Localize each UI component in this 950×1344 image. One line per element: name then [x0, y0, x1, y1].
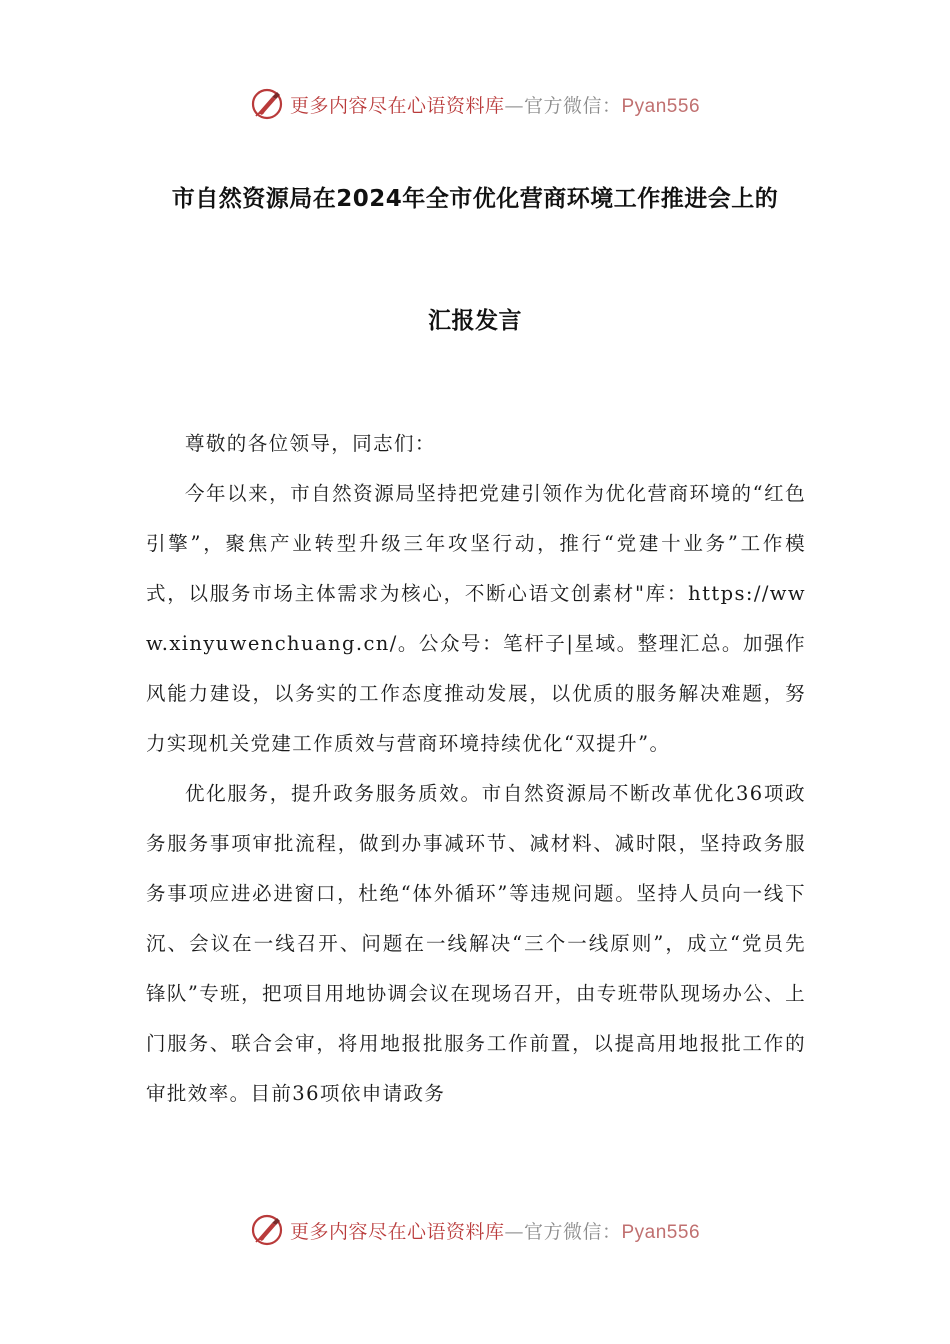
banner-separator: —	[504, 94, 524, 117]
document-title-line2: 汇报发言	[428, 308, 522, 334]
document-body	[146, 419, 806, 1119]
pen-nib-circle-icon	[250, 87, 284, 121]
banner-text	[290, 1217, 700, 1244]
body-paragraph: 优化服务，提升政务服务质效。市自然资源局不断改革优化36项政务服务事项审批流程，做到办事减环节、减材料、减时限，坚持政务服务事项应进必进窗口，杜绝“体外循环”等违规问题。坚持人员向一线下沉、会议在一线召开、问题在一线解决“三个一线原则”，成立“党员先锋队”专班，把项目用地协调会议在现场召开，由专班带队现场办公、上门服务、联合会审，将用地报批服务工作前置，以提高用地报批工作的审批效率。目前36项依申请政务	[146, 782, 806, 1105]
salutation: 尊敬的各位领导，同志们：	[185, 432, 436, 455]
banner-wechat-id: Pyan556	[621, 95, 701, 117]
banner-separator: —	[504, 1220, 524, 1243]
header-banner	[0, 84, 950, 124]
banner-wechat-label: 官方微信：	[523, 94, 622, 117]
banner-wechat-label: 官方微信：	[523, 1220, 622, 1243]
body-paragraph: 今年以来，市自然资源局坚持把党建引领作为优化营商环境的“红色引擎”，聚焦产业转型升级三年攻坚行动，推行“党建十业务”工作模式，以服务市场主体需求为核心，不断心语文创素材"库：https://www.xinyuwenchuang.cn/。公众号：笔杆子|星域。整理汇总。加强作风能力建设，以务实的工作态度推动发展，以优质的服务解决难题，努力实现机关党建工作质效与营商环境持续优化“双提升”。	[146, 482, 806, 755]
footer-banner	[0, 1210, 950, 1250]
banner-main-text: 更多内容尽在心语资料库	[289, 1220, 505, 1243]
banner-main-text: 更多内容尽在心语资料库	[289, 94, 505, 117]
document-title-line1: 市自然资源局在2024年全市优化营商环境工作推进会上的	[171, 186, 779, 212]
banner-wechat-id: Pyan556	[621, 1221, 701, 1243]
pen-nib-circle-icon	[250, 1213, 284, 1247]
banner-text	[290, 91, 700, 118]
